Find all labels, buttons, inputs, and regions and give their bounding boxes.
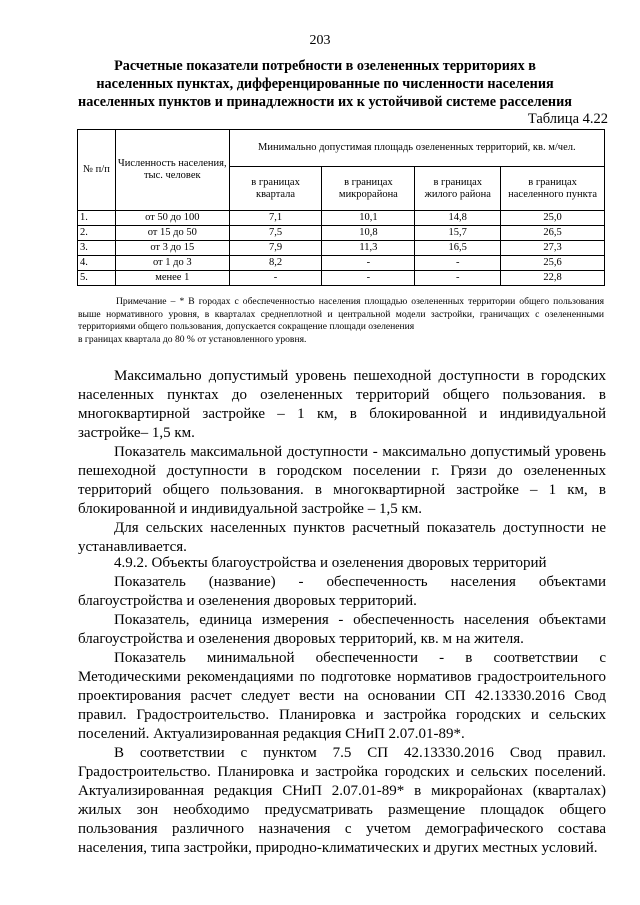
paragraph: Показатель, единица измерения - обеспеченность населения объектами благоустройства и озеленения дворовых территорий, кв. м на жителя. — [78, 612, 606, 647]
cell-value: - — [322, 256, 415, 271]
cell-num: 2. — [78, 226, 116, 241]
table-row — [78, 241, 605, 256]
paragraph: Для сельских населенных пунктов расчетный показатель доступности не устанавливается. — [78, 520, 606, 555]
green-areas-table — [77, 129, 605, 286]
cell-value: 7,1 — [229, 211, 322, 226]
paragraph: Показатель минимальной обеспеченности - в соответствии с Методическими рекомендациями по подготовке нормативов градостроительного проектирования расчет следует вести на основании СП 42.13330.2016 Свод правил. Градостроительство. Планировка и застройка городских и сельских поселений. Актуализированная редакция СНиП 2.07.01-89*. — [78, 650, 606, 742]
page-number: 203 — [309, 33, 331, 48]
courtyard-section — [78, 554, 606, 858]
header-settlement: в границах населенного пункта — [501, 167, 605, 211]
paragraph: Показатель (название) - обеспеченность населения объектами благоустройства и озеленения дворовых территорий. — [78, 574, 606, 609]
cell-value: 26,5 — [501, 226, 605, 241]
header-min-area: Минимально допустимая площадь озелененных территорий, кв. м/чел. — [229, 130, 604, 167]
cell-population: от 3 до 15 — [115, 241, 229, 256]
cell-value: 11,3 — [322, 241, 415, 256]
cell-num: 3. — [78, 241, 116, 256]
table-row — [78, 211, 605, 226]
cell-value: - — [415, 256, 501, 271]
cell-value: 27,3 — [501, 241, 605, 256]
cell-value: - — [229, 271, 322, 286]
cell-num: 5. — [78, 271, 116, 286]
header-quarter: в границах квартала — [229, 167, 322, 211]
cell-value: 25,0 — [501, 211, 605, 226]
note-text-end: в границах квартала до 80 % от установленного уровня. — [78, 333, 307, 345]
accessibility-section — [78, 367, 606, 557]
cell-num: 4. — [78, 256, 116, 271]
cell-num: 1. — [78, 211, 116, 226]
table-row — [78, 271, 605, 286]
cell-value: - — [415, 271, 501, 286]
cell-value: 10,8 — [322, 226, 415, 241]
table-row — [78, 256, 605, 271]
cell-value: - — [322, 271, 415, 286]
cell-value: 7,5 — [229, 226, 322, 241]
cell-value: 14,8 — [415, 211, 501, 226]
table-title: Расчетные показатели потребности в озелененных территориях в населенных пунктах, дифференцированные по численности населения населенных пунктов и принадлежности их к устойчивой системе расселения — [78, 58, 572, 110]
cell-population: менее 1 — [115, 271, 229, 286]
header-population: Численность населения, тыс. человек — [115, 130, 229, 211]
header-microdistrict: в границах микрорайона — [322, 167, 415, 211]
cell-population: от 1 до 3 — [115, 256, 229, 271]
paragraph: Максимально допустимый уровень пешеходной доступности в городских населенных пунктах до озелененных территорий общего пользования. в многоквартирной застройке – 1 км, в блокированной и индивидуальной застройке– 1,5 км. — [78, 368, 606, 441]
cell-value: 15,7 — [415, 226, 501, 241]
table-label: Таблица 4.22 — [527, 111, 608, 127]
cell-value: 8,2 — [229, 256, 322, 271]
cell-value: 10,1 — [322, 211, 415, 226]
paragraph: В соответствии с пунктом 7.5 СП 42.13330.2016 Свод правил. Градостроительство. Планировка и застройка городских и сельских поселений. Актуализированная редакция СНиП 2.07.01-89* в микрорайонах (кварталах) жилых зон необходимо предусматривать размещение площадок общего пользования различного назначения с учетом демографического состава населения, типа застройки, природно-климатических и других местных условий. — [78, 745, 606, 856]
section-heading: 4.9.2. Объекты благоустройства и озеленения дворовых территорий — [114, 555, 547, 571]
table-note — [78, 296, 604, 346]
cell-value: 16,5 — [415, 241, 501, 256]
cell-population: от 15 до 50 — [115, 226, 229, 241]
cell-value: 7,9 — [229, 241, 322, 256]
table-row — [78, 226, 605, 241]
cell-value: 25,6 — [501, 256, 605, 271]
paragraph: Показатель максимальной доступности - максимально допустимый уровень пешеходной доступности в городском поселении г. Грязи до озелененных территорий общего пользования. в многоквартирной застройке – 1 км, в блокированной и индивидуальной застройке – 1,5 км. — [78, 444, 606, 517]
header-residential-district: в границах жилого района — [415, 167, 501, 211]
cell-value: 22,8 — [501, 271, 605, 286]
note-text: Примечание – * В городах с обеспеченностью населения площадью озелененных территории общего пользования выше нормативного уровня, в кварталах среднеплотной и центральной модели застройки, граничащих с озелененными территориями общего пользования, допускается сокращение площади озеленения — [78, 296, 604, 332]
cell-population: от 50 до 100 — [115, 211, 229, 226]
header-num: № п/п — [78, 130, 116, 211]
